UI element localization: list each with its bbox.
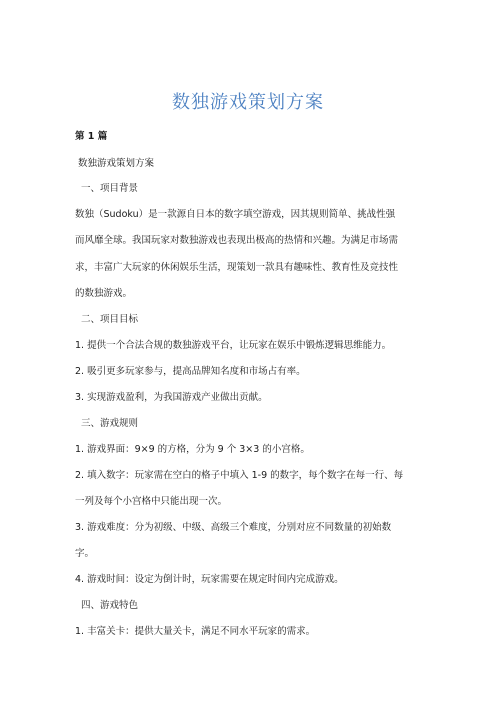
- feature-item: 1. 丰富关卡：提供大量关卡，满足不同水平玩家的需求。: [75, 626, 316, 637]
- rule-item: 1. 游戏界面：9×9 的方格，分为 9 个 3×3 的小宫格。: [75, 444, 310, 455]
- paragraph-line: 的数独游戏。: [75, 288, 133, 299]
- rule-item: 3. 游戏难度：分为初级、中级、高级三个难度，分别对应不同数量的初始数: [75, 522, 392, 533]
- part-label: 第 1 篇: [75, 131, 108, 142]
- paragraph-line: 求，丰富广大玩家的休闲娱乐生活，现策划一款具有趣味性、教育性及竞技性: [75, 262, 399, 273]
- goal-item: 3. 实现游戏盈利，为我国游戏产业做出贡献。: [75, 392, 268, 403]
- section-heading-goals: 二、项目目标: [81, 314, 139, 325]
- section-heading-background: 一、项目背景: [81, 183, 139, 194]
- document-title: 数独游戏策划方案: [172, 92, 324, 113]
- rule-item-continued: 一列及每个小宫格中只能出现一次。: [75, 496, 228, 507]
- paragraph-line: 数独（Sudoku）是一款源自日本的数字填空游戏，因其规则简单、挑战性强: [75, 209, 396, 220]
- goal-item: 2. 吸引更多玩家参与，提高品牌知名度和市场占有率。: [75, 366, 306, 377]
- rule-item-continued: 字。: [75, 548, 95, 559]
- goal-item: 1. 提供一个合法合规的数独游戏平台，让玩家在娱乐中锻炼逻辑思维能力。: [75, 340, 392, 351]
- rule-item: 4. 游戏时间：设定为倒计时，玩家需要在规定时间内完成游戏。: [75, 574, 344, 585]
- paragraph-line: 而风靡全球。我国玩家对数独游戏也表现出极高的热情和兴趣。为满足市场需: [75, 235, 399, 246]
- section-heading-rules: 三、游戏规则: [81, 418, 139, 429]
- section-heading-features: 四、游戏特色: [81, 600, 139, 611]
- subtitle: 数独游戏策划方案: [78, 158, 155, 169]
- rule-item: 2. 填入数字：玩家需在空白的格子中填入 1-9 的数字，每个数字在每一行、每: [75, 470, 404, 481]
